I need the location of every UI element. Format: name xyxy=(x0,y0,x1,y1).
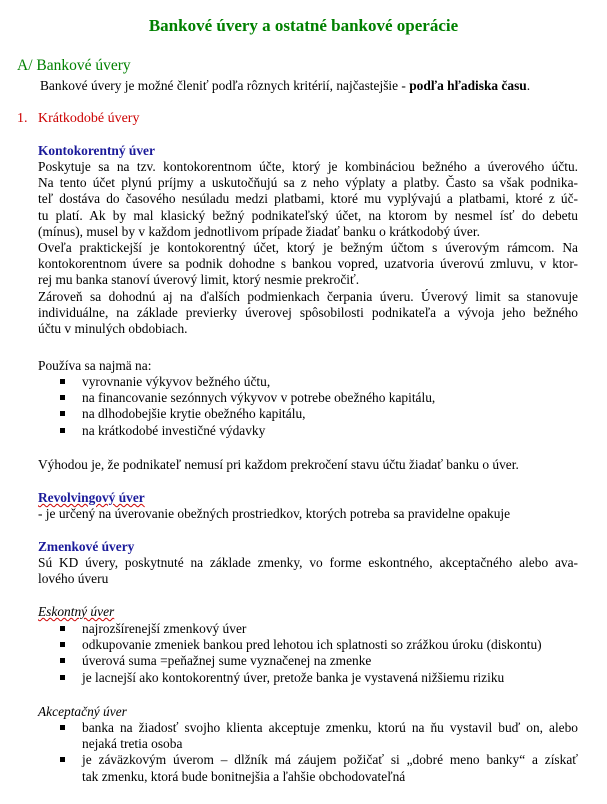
document-title: Bankové úvery a ostatné bankové operácie xyxy=(148,16,459,35)
heading-short-term-loans xyxy=(17,111,139,127)
text-line: teľ dostáva do časového nesúladu medzi platbami, ktoré mu vyplývajú a platbami, ktoré z úč- xyxy=(38,191,578,207)
heading-number: 1. xyxy=(17,111,28,126)
text-line: Sú KD úvery, poskytnuté na základe zmenky, vo forme eskontného, akceptačného alebo ava- xyxy=(38,555,578,570)
list-item: vyrovnanie výkyvov bežného účtu, xyxy=(38,374,578,390)
text-line: lového úveru xyxy=(38,571,109,587)
text-line: Zároveň sa dohodnú aj na ďalších podmienkach čerpania úveru. Úverový limit sa stanovuje xyxy=(38,288,578,304)
eskontny-title-text: Eskontný úver xyxy=(38,604,115,619)
text-line: rej mu banka stanoví úverový limit, ktorý nesmie prekročiť. xyxy=(38,272,360,288)
uses-list-container xyxy=(38,374,578,439)
text-line: tak zmenku, ktorá bude bonitnejšia a ľahšie obchodovateľná xyxy=(82,768,406,784)
text-line: banka na žiadosť svojho klienta akceptuje zmenku, ktorú na ňu vystavil buď on, alebo xyxy=(82,720,578,735)
text-line: kontokorentnom úvere sa podnik dohodne s bankou vopred, uzatvoria úverovú zmluvu, v ktor- xyxy=(38,256,578,272)
revolving-text: - je určený na úverovanie obežných prostriedkov, ktorých potreba sa pravidelne opakuje xyxy=(38,506,511,521)
eskontny-list-container xyxy=(38,621,578,686)
advantage-text: Výhodou je, že podnikateľ nemusí pri každom prekročení stavu účtu žiadať banku o úver. xyxy=(38,457,519,472)
list-item: na financovanie sezónnych výkyvov v potrebe obežného kapitálu, xyxy=(38,390,578,406)
text-line: individuálne, na základe previerky úverovej spôsobilosti podnikateľa a vývoja jeho bežného xyxy=(38,304,578,320)
revolving-title xyxy=(38,490,578,506)
intro-emphasis: podľa hľadiska času xyxy=(409,78,527,93)
eskontny-list xyxy=(38,621,578,686)
text-line: (mínus), musel by v každom jednotlivom prípade žiadať banku o krátkodobý úver. xyxy=(38,223,480,239)
list-item: odkupovanie zmeniek bankou pred lehotou ich splatnosti so zrážkou úroku (diskontu) xyxy=(38,637,578,653)
list-item: je lacnejší ako kontokorentný úver, pretože banka je vystavená nižšiemu riziku xyxy=(38,670,578,686)
uses-intro: Používa sa najmä na: xyxy=(38,358,152,373)
zmenkove-title: Zmenkové úvery xyxy=(38,539,135,554)
text-line: Oveľa praktickejší je kontokorentný účet, ktorý je bežným účtom s úverovým rámcom. Na xyxy=(38,240,578,256)
kontokorent-paragraph-1 xyxy=(38,159,578,337)
intro-end: . xyxy=(526,78,531,93)
akceptacny-list-container xyxy=(38,720,578,785)
text-line: Na tento účet plynú príjmy a uskutočňujú sa z neho výplaty a platby. Často sa však podnika- xyxy=(38,175,578,191)
kontokorent-title: Kontokorentný úver xyxy=(38,143,155,158)
list-item xyxy=(38,720,578,752)
list-item: na krátkodobé investičné výdavky xyxy=(38,423,578,439)
akceptacny-list xyxy=(38,720,578,785)
eskontny-title xyxy=(38,604,578,620)
intro-paragraph xyxy=(40,78,530,94)
list-item: najrozšírenejší zmenkový úver xyxy=(38,621,578,637)
text-line: tu platí. Ak by mal klasický bežný podnikateľský účet, na ktorom by nesmel ísť do debetu xyxy=(38,207,578,223)
akceptacny-title: Akceptačný úver xyxy=(38,704,127,719)
revolving-title-text: Revolvingový úver xyxy=(38,490,145,505)
text-line: účtu v minulých obdobiach. xyxy=(38,321,188,337)
zmenkove-text xyxy=(38,555,578,587)
list-item xyxy=(38,752,578,784)
text-line: je záväzkovým úverom – dlžník má záujem požičať si „dobré meno banky“ a získať xyxy=(82,752,578,768)
list-item: na dlhodobejšie krytie obežného kapitálu, xyxy=(38,406,578,422)
text-line: Poskytuje sa na tzv. kontokorentnom účte, ktorý je kombináciou bežného a úverového účtu. xyxy=(38,159,578,174)
uses-list xyxy=(38,374,578,439)
text-line: nejaká tretia osoba xyxy=(82,736,183,752)
heading-label: Krátkodobé úvery xyxy=(38,111,140,126)
section-a-heading: A/ Bankové úvery xyxy=(17,57,131,74)
list-item: úverová suma =peňažnej sume vyznačenej na zmenke xyxy=(38,653,578,669)
intro-text: Bankové úvery je možné členiť podľa rôznych kritérií, najčastejšie - xyxy=(40,78,410,93)
